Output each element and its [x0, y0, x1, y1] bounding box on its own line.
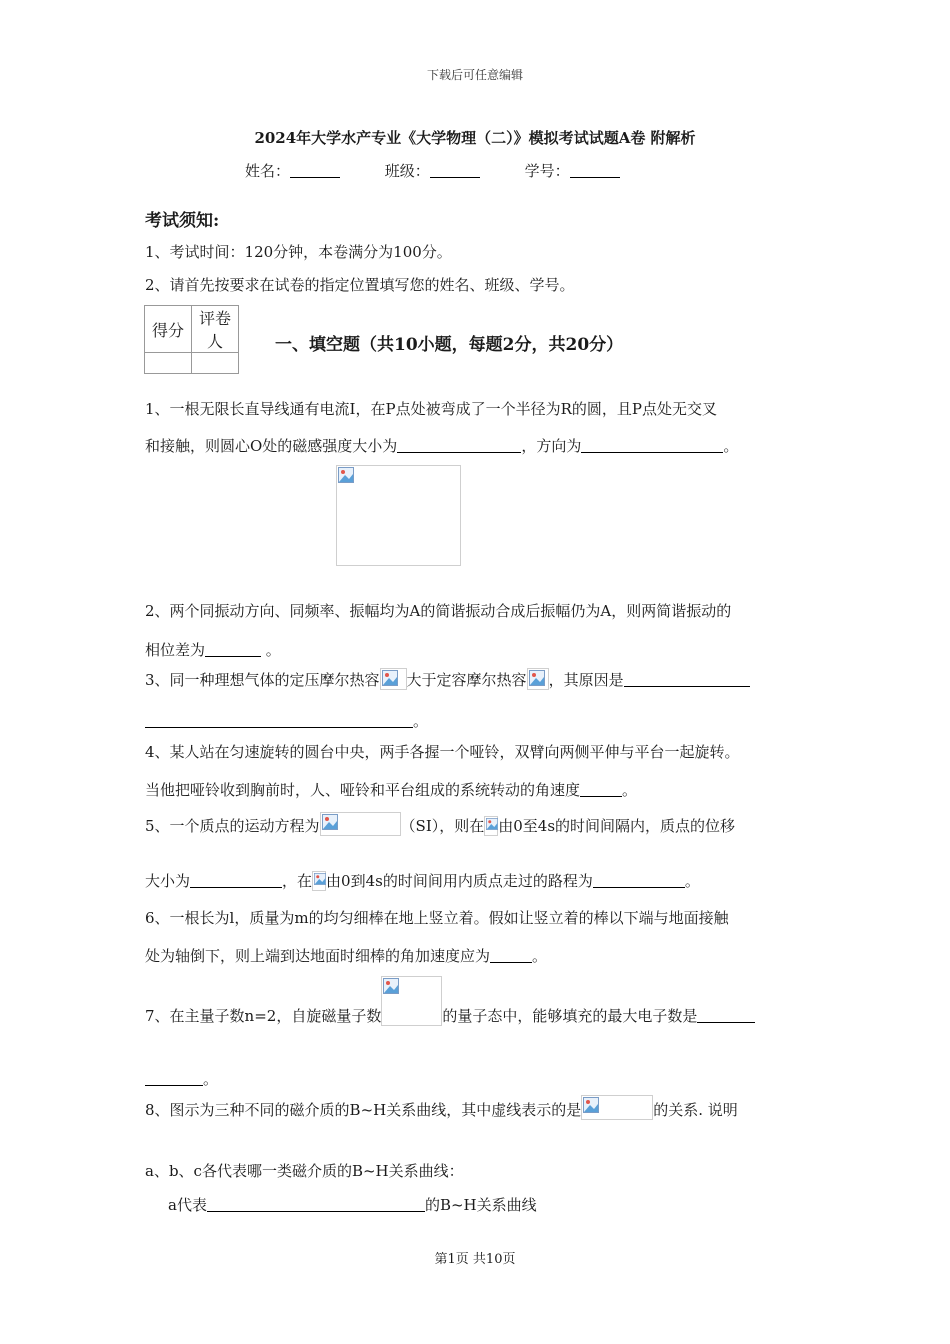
broken-image-icon [338, 467, 354, 483]
student-id-field[interactable] [570, 163, 620, 178]
q2-blank-phase[interactable] [205, 642, 261, 657]
q6-text-a: 处为轴倒下，则上端到达地面时细棒的角加速度应为 [145, 947, 491, 965]
t-symbol-image [312, 871, 326, 891]
spin-quantum-number-image [381, 976, 442, 1026]
q2-line2 [145, 639, 281, 660]
q3-text-a: 3、同一种理想气体的定压摩尔热容 [145, 671, 380, 689]
q7-text-a: 7、在主量子数n=2，自旋磁量子数 [145, 1007, 382, 1025]
q1-blank-magnitude[interactable] [397, 438, 521, 453]
q4-text-b: 。 [622, 781, 638, 799]
broken-image-icon [486, 818, 498, 830]
q8-text-bh-curve: 的B~H关系曲线 [424, 1196, 537, 1214]
q7-line1 [145, 976, 755, 1026]
q4-line2 [145, 779, 637, 800]
header-note: 下载后可任意编辑 [426, 68, 523, 82]
q7-text-end: 。 [203, 1070, 219, 1088]
q6-line2 [145, 945, 547, 966]
student-info-row [245, 160, 660, 181]
page-footer: 第1页 共10页 [434, 1252, 516, 1267]
q3-blank-reason[interactable] [624, 672, 750, 687]
notice-item: 1、考试时间：120分钟，本卷满分为100分。 [145, 243, 452, 261]
q6-line1: 6、一根长为l，质量为m的均匀细棒在地上竖立着。假如让竖立着的棒以下端与地面接触 [145, 909, 729, 927]
class-label: 班级： [384, 162, 430, 180]
broken-image-icon [583, 1097, 599, 1113]
broken-image-icon [322, 814, 338, 830]
cv-formula-image [527, 668, 549, 690]
q1-line2 [145, 435, 738, 456]
q5-line1 [145, 812, 735, 836]
t-symbol-image [484, 816, 498, 836]
q3-text-c: ，其原因是 [548, 671, 624, 689]
q7-line2 [145, 1068, 218, 1089]
grader-cell[interactable] [192, 353, 239, 374]
q2-text-a: 相位差为 [145, 641, 206, 659]
q1-text-a: 和接触，则圆心O处的磁感强度大小为 [145, 437, 398, 455]
q3-text-b: 大于定容摩尔热容 [406, 671, 527, 689]
q5-text-a: 5、一个质点的运动方程为 [145, 817, 320, 835]
q1-line1: 1、一根无限长直导线通有电流I，在P点处被弯成了一个半径为R的圆，且P点处无交叉 [145, 400, 717, 418]
notice-heading: 考试须知: [145, 211, 220, 231]
name-label: 姓名： [245, 162, 291, 180]
q8-text-a: 8、图示为三种不同的磁介质的B~H关系曲线，其中虚线表示的是 [145, 1101, 582, 1119]
q2-text-b: 。 [261, 641, 281, 659]
class-field[interactable] [430, 163, 480, 178]
broken-image-icon [383, 978, 399, 994]
cp-formula-image [380, 668, 407, 690]
q5-blank-displacement[interactable] [190, 873, 282, 888]
score-table [144, 305, 239, 374]
q5-text-g: 。 [684, 872, 700, 890]
score-label: 得分 [145, 306, 192, 353]
q7-text-b: 的量子态中，能够填充的最大电子数是 [442, 1007, 698, 1025]
q4-line1: 4、某人站在匀速旋转的圆台中央，两手各握一个哑铃，双臂向两侧平伸与平台一起旋转。 [145, 743, 740, 761]
score-cell[interactable] [145, 353, 192, 374]
q7-blank-max-electrons[interactable] [697, 1008, 755, 1023]
q5-text-c: 由0至4s的时间间隔内，质点的位移 [498, 817, 736, 835]
q8-line3 [168, 1194, 537, 1215]
q8-text-b: 的关系. 说明 [653, 1101, 738, 1119]
q5-text-b: （SI），则在 [400, 817, 485, 835]
section-title: 一、填空题（共10小题，每题2分，共20分） [275, 335, 624, 355]
q1-blank-direction[interactable] [581, 438, 723, 453]
q5-blank-distance[interactable] [593, 873, 685, 888]
page-title: 2024年大学水产专业《大学物理（二）》模拟考试试题A卷 附解析 [254, 129, 696, 147]
broken-image-icon [382, 670, 398, 686]
q4-text-a: 当他把哑铃收到胸前时，人、哑铃和平台组成的系统转动的角速度 [145, 781, 581, 799]
q3-blank-reason-cont[interactable] [145, 713, 413, 728]
q5-text-e: ，在 [282, 872, 313, 890]
name-field[interactable] [290, 163, 340, 178]
dashed-line-relation-image [581, 1095, 653, 1120]
q7-blank-max-electrons-cont[interactable] [145, 1071, 203, 1086]
grader-label: 评卷人 [192, 306, 239, 353]
q8-line1 [145, 1095, 738, 1120]
q8-blank-a-type[interactable] [207, 1197, 425, 1212]
motion-equation-image [320, 812, 401, 836]
q1-text-c: 。 [723, 437, 739, 455]
q3-line2 [145, 710, 428, 731]
q2-line1: 2、两个同振动方向、同频率、振幅均为A的简谐振动合成后振幅仍为A，则两简谐振动的 [145, 602, 732, 620]
q3-line1 [145, 668, 750, 690]
broken-image-icon [529, 670, 545, 686]
q8-line2: a、b、c各代表哪一类磁介质的B~H关系曲线： [145, 1162, 464, 1180]
q5-text-d: 大小为 [145, 872, 191, 890]
broken-image-icon [314, 873, 326, 885]
q1-figure-image [336, 465, 461, 566]
q5-text-f: 由0到4s的时间间用内质点走过的路程为 [326, 872, 593, 890]
q8-text-a-represents: a代表 [168, 1196, 207, 1214]
q5-line2 [145, 870, 700, 891]
student-id-label: 学号： [524, 162, 570, 180]
notice-item: 2、请首先按要求在试卷的指定位置填写您的姓名、班级、学号。 [145, 276, 575, 294]
q6-blank-angular-acceleration[interactable] [490, 948, 532, 963]
q4-blank-angular-velocity[interactable] [580, 782, 622, 797]
q1-text-b: ，方向为 [521, 437, 582, 455]
q6-text-b: 。 [532, 947, 548, 965]
q3-text-end: 。 [413, 712, 429, 730]
